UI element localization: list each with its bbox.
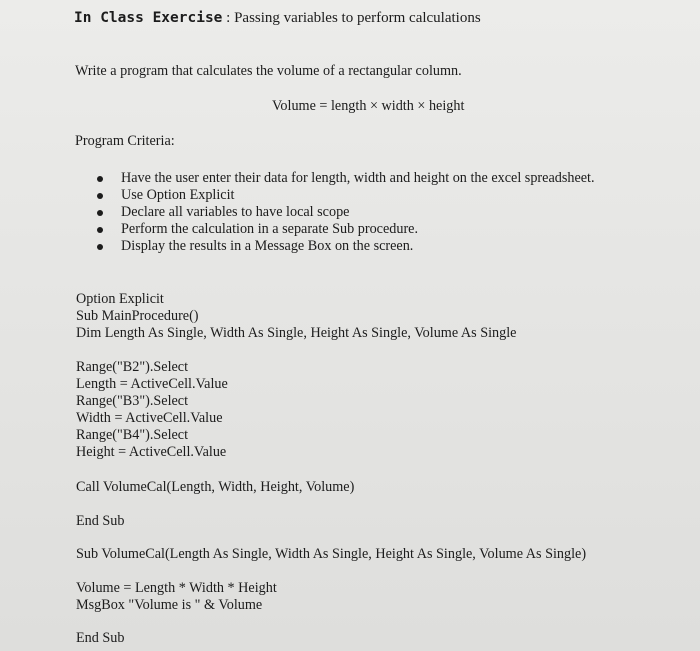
code-line: Dim Length As Single, Width As Single, Height As Single, Volume As Single xyxy=(76,325,517,341)
code-line: Volume = Length * Width * Height xyxy=(76,580,277,596)
criteria-item: Use Option Explicit xyxy=(96,187,595,204)
code-call-line: Call VolumeCal(Length, Width, Height, Volume) xyxy=(76,479,355,495)
bullet-icon xyxy=(97,210,103,216)
code-sub-declaration: Sub VolumeCal(Length As Single, Width As Single, Height As Single, Volume As Single) xyxy=(76,546,587,562)
code-line: Width = ActiveCell.Value xyxy=(76,410,223,426)
intro-text: Write a program that calculates the volume of a rectangular column. xyxy=(75,63,462,79)
code-line: Height = ActiveCell.Value xyxy=(76,444,227,460)
bullet-icon xyxy=(97,193,103,199)
code-line: Option Explicit xyxy=(76,291,164,307)
criteria-item: Declare all variables to have local scope xyxy=(96,204,595,221)
code-line: Range("B2").Select xyxy=(76,359,189,375)
code-line: Length = ActiveCell.Value xyxy=(76,376,228,392)
criteria-item: Perform the calculation in a separate Sub procedure. xyxy=(96,221,595,238)
code-line: Range("B4").Select xyxy=(76,427,189,443)
criteria-heading: Program Criteria: xyxy=(75,133,175,149)
volume-formula: Volume = length × width × height xyxy=(272,98,465,114)
code-block-input xyxy=(76,359,228,461)
exercise-title xyxy=(74,10,481,27)
code-block-declarations xyxy=(76,291,516,342)
code-block-calc xyxy=(76,580,277,614)
code-end-sub: End Sub xyxy=(76,513,125,529)
code-line: Sub MainProcedure() xyxy=(76,308,199,324)
title-bold: In Class Exercise xyxy=(74,10,223,26)
code-end-sub: End Sub xyxy=(76,630,125,646)
code-line: Range("B3").Select xyxy=(76,393,189,409)
criteria-list xyxy=(96,170,595,255)
bullet-icon xyxy=(97,244,103,250)
criteria-item: Have the user enter their data for length, width and height on the excel spreadsheet. xyxy=(96,170,595,187)
title-rest: : Passing variables to perform calculations xyxy=(222,10,481,26)
criteria-item: Display the results in a Message Box on the screen. xyxy=(96,238,595,255)
bullet-icon xyxy=(97,176,103,182)
code-line: MsgBox "Volume is " & Volume xyxy=(76,597,263,613)
bullet-icon xyxy=(97,227,103,233)
